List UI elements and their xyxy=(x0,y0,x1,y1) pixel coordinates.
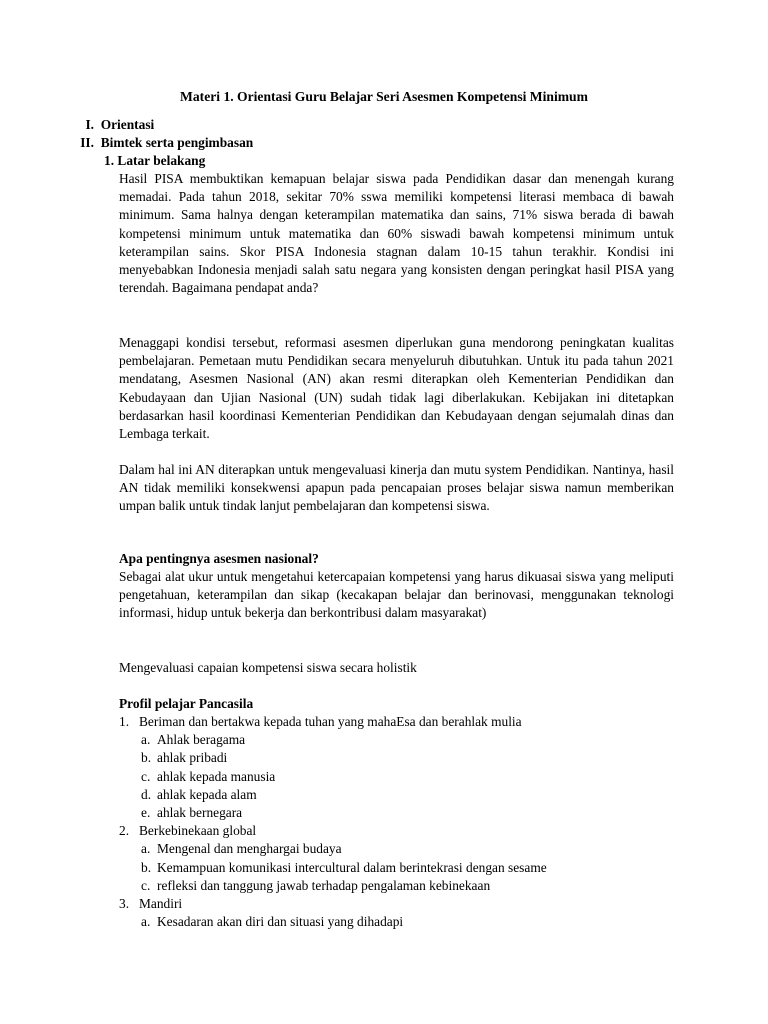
holistic-line xyxy=(119,659,674,677)
paragraph-text: Menaggapi kondisi tersebut, reformasi asesmen diperlukan guna mendorong peningkatan kualitas pembelajaran. Pemetaan mutu Pendidikan secara menyeluruh dibutuhkan. Untuk itu pada tahun 2021 mendatang, Asesmen Nasional (AN) akan resmi diterapkan oleh Kementerian Pendidikan dan Kebudayaan dan Ujian Nasional (UN) sudah tidak lagi diberlakukan. Kebijakan ini ditetapkan berdasarkan hasil koordinasi Kementerian Pendidikan dan Kebudayaan dengan sejumalah dinas dan Lembaga terkait. xyxy=(119,335,674,442)
list-item xyxy=(119,822,679,840)
sub-list-text: ahlak kepada alam xyxy=(157,786,257,802)
paragraph-text: Dalam hal ini AN diterapkan untuk mengevaluasi kinerja dan mutu system Pendidikan. Nantinya, hasil AN tidak memiliki konsekwensi apapun pada pencapaian proses belajar siswa namun memberikan umpan balik untuk tindak lanjut pembelajaran dan kompetensi siswa. xyxy=(119,462,674,514)
sub-list-item xyxy=(119,786,679,804)
section-title: Orientasi xyxy=(100,117,155,132)
paragraph-text: Sebagai alat ukur untuk mengetahui ketercapaian kompetensi yang harus dikuasai siswa yang meliputi pengetahuan, keterampilan dan sikap (kecakapan belajar dan berinovasi, menggunakan teknologi informasi, hidup untuk bekerja dan berkontribusi dalam masyarakat) xyxy=(119,569,674,621)
sub-list-item xyxy=(119,859,679,877)
list-text: Mandiri xyxy=(139,895,183,911)
sub-list-letter: a. xyxy=(141,841,151,857)
sub-list-item xyxy=(119,768,679,786)
section-title: Bimtek serta pengimbasan xyxy=(100,135,254,150)
list-text: Beriman dan bertakwa kepada tuhan yang mahaEsa dan berahlak mulia xyxy=(139,714,522,729)
sub-list-letter: c. xyxy=(141,768,151,784)
list-number: 2. xyxy=(119,823,130,839)
sub-list-text: ahlak bernegara xyxy=(157,804,243,820)
section-bimtek xyxy=(60,134,253,152)
list-number: 3. xyxy=(119,895,130,911)
sub-list-text: Ahlak beragama xyxy=(157,732,246,748)
sub-list-text: ahlak kepada manusia xyxy=(157,768,276,784)
list-text: Berkebinekaan global xyxy=(139,823,257,839)
section-number: I. xyxy=(85,117,94,132)
question-heading: Apa pentingnya asesmen nasional? xyxy=(119,551,319,566)
sub-list-item xyxy=(119,731,679,749)
document-title: Materi 1. Orientasi Guru Belajar Seri Asesmen Kompetensi Minimum xyxy=(180,89,588,104)
sub-list-letter: a. xyxy=(141,914,151,930)
sub-list-letter: e. xyxy=(141,804,151,820)
sub-list-letter: b. xyxy=(141,859,152,875)
paragraph-reformasi xyxy=(119,334,674,443)
section-number: II. xyxy=(80,135,94,150)
sub-list-item xyxy=(119,749,679,767)
profile-heading: Profil pelajar Pancasila xyxy=(119,696,254,711)
paragraph-an xyxy=(119,461,674,516)
sub-list-text: Kesadaran akan diri dan situasi yang dihadapi xyxy=(157,914,404,930)
list-item xyxy=(119,895,679,913)
profile-list xyxy=(119,713,679,931)
paragraph-pisa xyxy=(119,170,674,297)
section-orientasi xyxy=(60,116,154,134)
subsection-title: 1. Latar belakang xyxy=(104,153,206,168)
paragraph-text: Hasil PISA membuktikan kemapuan belajar siswa pada Pendidikan dasar dan menengah kurang memadai. Pada tahun 2018, sekitar 70% sswa memiliki kompetensi literasi membaca di bawah minimum. Sama halnya dengan keterampilan matematika dan sains, 71% siswa berada di bawah kompetensi minimum untuk matematika dan 60% siswadi bawah kompetensi minimum untuk keterampilan sains. Skor PISA Indonesia stagnan dalam 10-15 tahun terakhir. Kondisi ini menyebabkan Indonesia menjadi salah satu negara yang konsisten dengan peringkat hasil PISA yang terendah. Bagaimana pendapat anda? xyxy=(119,171,674,296)
sub-list-item xyxy=(119,913,679,931)
sub-list-item xyxy=(119,840,679,858)
sub-list-text: Kemampuan komunikasi intercultural dalam berintekrasi dengan sesame xyxy=(157,859,547,875)
paragraph-question xyxy=(119,568,674,623)
paragraph-text: Mengevaluasi capaian kompetensi siswa secara holistik xyxy=(119,660,417,675)
sub-list-letter: d. xyxy=(141,786,152,802)
sub-list-text: ahlak pribadi xyxy=(157,750,228,766)
sub-list-letter: b. xyxy=(141,750,152,766)
sub-list-letter: c. xyxy=(141,877,151,893)
sub-list-text: refleksi dan tanggung jawab terhadap pengalaman kebinekaan xyxy=(157,877,491,893)
list-item xyxy=(119,713,679,731)
list-number: 1. xyxy=(119,714,130,729)
sub-list-item xyxy=(119,804,679,822)
sub-list-text: Mengenal dan menghargai budaya xyxy=(157,841,342,857)
sub-list-letter: a. xyxy=(141,732,151,748)
sub-list-item xyxy=(119,877,679,895)
